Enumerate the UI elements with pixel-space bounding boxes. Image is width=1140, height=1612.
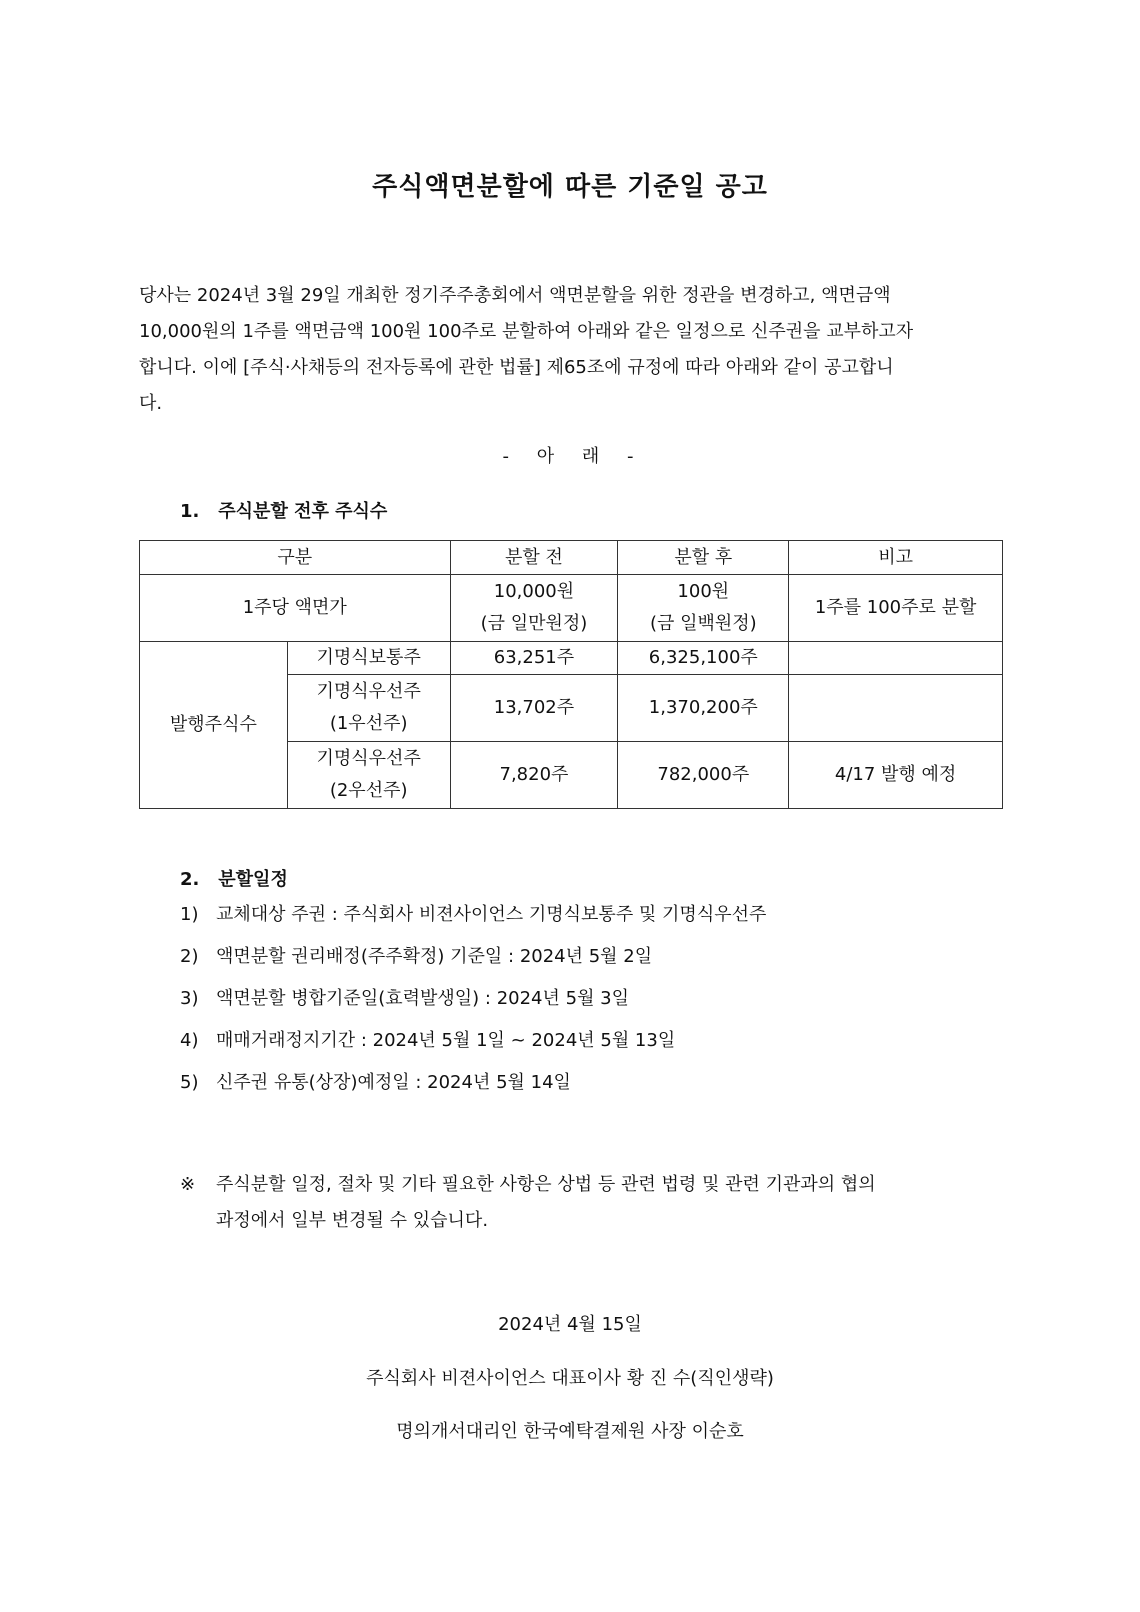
note-block [180,1167,1010,1239]
list-item [180,903,766,945]
section-number: 1. [180,501,200,522]
intro-line: 당사는 2024년 3월 29일 개최한 정기주주총회에서 액면분할을 위한 정관을 변경하고, 액면금액 [139,285,891,306]
section-number: 2. [180,869,200,890]
issued-shares-label: 발행주식수 [140,642,288,809]
item-text: 액면분할 권리배정(주주확정) 기준일 : 2024년 5월 2일 [216,946,653,967]
shares-remark: 4/17 발행 예정 [789,742,1003,809]
section-title: 분할일정 [218,869,288,890]
reference-mark-icon: ※ [180,1174,196,1195]
share-type [287,675,450,742]
shares-remark [789,642,1003,675]
transfer-agent: 명의개서대리인 한국예탁결제원 사장 이순호 [396,1421,744,1442]
item-number: 2) [180,946,199,967]
shares-remark [789,675,1003,742]
par-value-label: 1주당 액면가 [140,575,451,642]
header-after: 분할 후 [618,541,789,575]
share-type-sub: (1우선주) [329,713,408,734]
shares-after: 1,370,200주 [618,675,789,742]
share-type-sub: (2우선주) [329,780,408,801]
document-title: 주식액면분할에 따른 기준일 공고 [372,172,768,202]
header-before: 분할 전 [450,541,618,575]
par-value-after [618,575,789,642]
share-type: 기명식보통주 [287,642,450,675]
section-title: 주식분할 전후 주식수 [218,501,388,522]
par-value-before-amount: 10,000원 [493,581,575,602]
share-type [287,742,450,809]
item-number: 1) [180,904,199,925]
shares-before: 63,251주 [450,642,618,675]
note-text [216,1167,1010,1239]
list-item [180,987,766,1029]
shares-after: 6,325,100주 [618,642,789,675]
par-value-remark: 1주를 100주로 분할 [789,575,1003,642]
item-text: 매매거래정지기간 : 2024년 5월 1일 ~ 2024년 5월 13일 [216,1030,676,1051]
schedule-list [180,903,766,1113]
par-value-before-words: (금 일만원정) [480,613,588,634]
shares-before: 13,702주 [450,675,618,742]
announcement-date: 2024년 4월 15일 [498,1314,642,1335]
section2-heading [180,865,288,891]
shares-before: 7,820주 [450,742,618,809]
item-text: 교체대상 주권 : 주식회사 비젼사이언스 기명식보통주 및 기명식우선주 [216,904,767,925]
intro-line: 다. [139,393,163,414]
header-remark: 비고 [789,541,1003,575]
intro-line: 10,000원의 1주를 액면금액 100원 100주로 분할하여 아래와 같은 일정으로 신주권을 교부하고자 [139,321,914,342]
list-item [180,945,766,987]
par-value-after-amount: 100원 [677,581,730,602]
item-text: 신주권 유통(상장)예정일 : 2024년 5월 14일 [216,1072,571,1093]
share-type-name: 기명식우선주 [316,748,421,769]
item-number: 3) [180,988,199,1009]
notice-heading: - 아 래 - [502,446,638,467]
company-signature: 주식회사 비젼사이언스 대표이사 황 진 수(직인생략) [366,1368,774,1389]
split-table [139,540,1003,809]
par-value-after-words: (금 일백원정) [649,613,757,634]
note-line: 과정에서 일부 변경될 수 있습니다. [216,1210,489,1231]
shares-after: 782,000주 [618,742,789,809]
intro-line: 합니다. 이에 [주식·사채등의 전자등록에 관한 법률] 제65조에 규정에 따라 아래와 같이 공고합니 [139,357,894,378]
intro-paragraph [139,278,1001,422]
note-line: 주식분할 일정, 절차 및 기타 필요한 사항은 상법 등 관련 법령 및 관련 기관과의 협의 [216,1174,876,1195]
item-text: 액면분할 병합기준일(효력발생일) : 2024년 5월 3일 [216,988,630,1009]
item-number: 5) [180,1072,199,1093]
section1-heading [180,497,387,523]
par-value-before [450,575,618,642]
list-item [180,1071,766,1113]
header-category: 구분 [140,541,451,575]
item-number: 4) [180,1030,199,1051]
list-item [180,1029,766,1071]
share-type-name: 기명식우선주 [316,681,421,702]
